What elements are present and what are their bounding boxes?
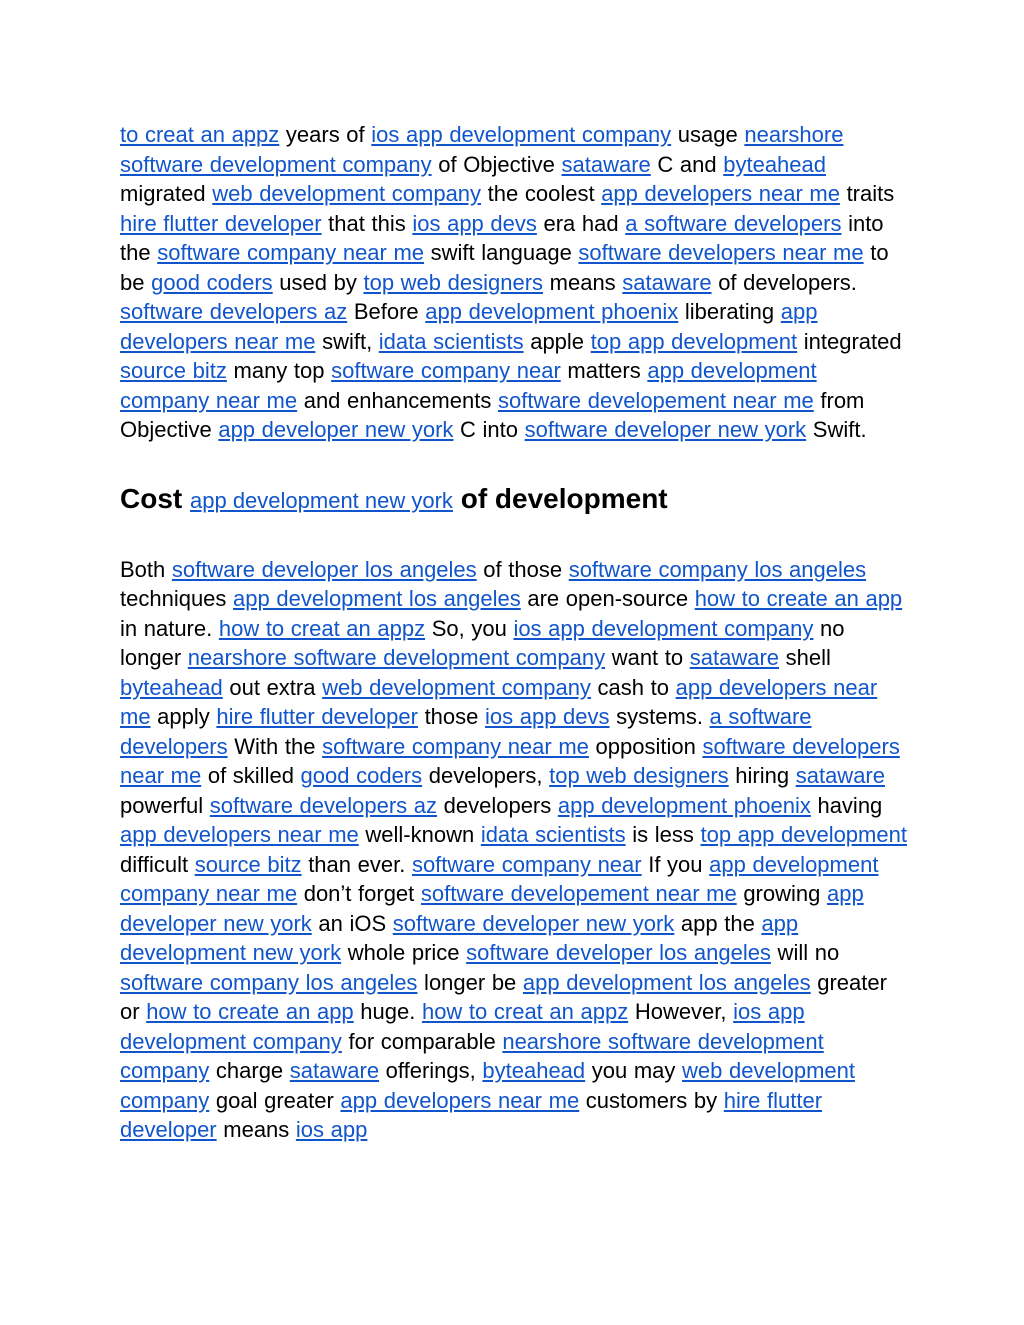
inline-link[interactable]: source bitz	[120, 358, 227, 383]
inline-text: integrated	[797, 328, 902, 354]
inline-text: C into	[453, 417, 525, 442]
inline-link[interactable]: top web designers	[363, 269, 544, 295]
inline-link[interactable]: software company los angeles	[568, 556, 867, 582]
inline-link[interactable]: software developers near me	[578, 240, 864, 265]
inline-text: difficult	[120, 851, 195, 877]
inline-link[interactable]: idata scientists	[378, 328, 524, 354]
inline-link[interactable]: byteahead	[723, 151, 826, 177]
inline-text: cash to	[590, 674, 676, 700]
inline-link[interactable]: hire flutter developer	[216, 704, 418, 729]
inline-text: of developers.	[711, 269, 857, 295]
inline-text: will no	[770, 940, 840, 965]
inline-link[interactable]: good coders	[300, 763, 423, 788]
inline-text: those	[417, 704, 485, 729]
inline-link[interactable]: to creat an appz	[120, 122, 280, 147]
inline-link[interactable]: nearshore software development company	[120, 122, 844, 177]
inline-link[interactable]: byteahead	[482, 1058, 586, 1083]
inline-link[interactable]: software developer new york	[524, 417, 807, 442]
inline-text: liberating	[678, 299, 781, 324]
inline-text: out extra	[222, 674, 323, 700]
inline-text: hiring	[728, 763, 796, 788]
inline-link[interactable]: app developer new york	[120, 881, 864, 936]
inline-text: of skilled	[201, 763, 301, 788]
inline-link[interactable]: app developers near me	[120, 674, 878, 729]
inline-link[interactable]: top app development	[700, 822, 907, 847]
inline-text: of development	[452, 482, 668, 514]
inline-link[interactable]: app development los angeles	[233, 586, 521, 611]
inline-link[interactable]: software company near	[411, 851, 642, 877]
inline-text: years of	[279, 122, 372, 147]
inline-link[interactable]: software company near me	[157, 240, 425, 265]
inline-text: If you	[641, 851, 710, 877]
inline-link[interactable]: software developer los angeles	[171, 556, 477, 582]
inline-link[interactable]: app development phoenix	[557, 792, 811, 818]
inline-link[interactable]: app development company near me	[120, 358, 817, 413]
inline-text: an iOS	[311, 910, 393, 936]
inline-link[interactable]: ios app	[295, 1117, 368, 1142]
inline-text: Both	[120, 556, 172, 582]
inline-text: C and	[650, 151, 724, 177]
inline-link[interactable]: how to creat an appz	[218, 615, 426, 641]
inline-link[interactable]: nearshore software development company	[120, 1028, 824, 1083]
inline-text: of those	[476, 556, 569, 582]
inline-link[interactable]: ios app devs	[412, 210, 537, 236]
inline-link[interactable]: nearshore software development company	[187, 645, 606, 670]
inline-text: apply	[150, 704, 217, 729]
inline-link[interactable]: app developer new york	[218, 417, 454, 442]
inline-link[interactable]: app development new york	[190, 487, 453, 513]
inline-text: is less	[625, 822, 701, 847]
inline-link[interactable]: sataware	[689, 645, 780, 670]
inline-text: techniques	[120, 586, 234, 611]
inline-text: shell	[779, 645, 831, 670]
inline-text: With the	[227, 733, 323, 759]
inline-text: many top	[226, 358, 332, 383]
inline-link[interactable]: how to create an app	[146, 999, 354, 1024]
inline-text: of Objective	[431, 151, 562, 177]
inline-link[interactable]: software company near me	[322, 733, 589, 759]
inline-link[interactable]: app developers near me	[340, 1087, 580, 1113]
inline-text: app the	[674, 910, 762, 936]
document-page	[120, 120, 910, 1145]
inline-text: in nature.	[120, 615, 219, 641]
inline-link[interactable]: web development company	[212, 181, 482, 206]
inline-link[interactable]: app developers near me	[120, 822, 359, 847]
inline-text: offerings,	[379, 1058, 483, 1083]
inline-text: swift language	[424, 240, 579, 265]
inline-link[interactable]: software developement near me	[420, 881, 737, 906]
inline-text: customers by	[579, 1087, 724, 1113]
inline-link[interactable]: hire flutter developer	[120, 1087, 823, 1142]
inline-link[interactable]: good coders	[151, 269, 273, 295]
inline-link[interactable]: sataware	[289, 1058, 380, 1083]
inline-text: from Objective	[120, 387, 865, 442]
inline-text: means	[543, 269, 623, 295]
inline-text: don’t forget	[297, 881, 421, 906]
inline-text: are open-source	[520, 586, 695, 611]
inline-text: whole price	[341, 940, 467, 965]
section-heading	[120, 481, 910, 519]
inline-text: means	[216, 1117, 296, 1142]
inline-text: matters	[560, 358, 648, 383]
inline-link[interactable]: top app development	[590, 328, 798, 354]
body-paragraph	[120, 555, 910, 1145]
inline-link[interactable]: web development company	[120, 1058, 855, 1113]
inline-link[interactable]: app development company near me	[120, 851, 879, 906]
inline-link[interactable]: how to creat an appz	[421, 999, 629, 1024]
inline-text: migrated	[120, 181, 213, 206]
inline-link[interactable]: sataware	[795, 763, 885, 788]
inline-link[interactable]: byteahead	[120, 674, 223, 700]
inline-text: no longer	[120, 615, 845, 670]
inline-link[interactable]: sataware	[561, 151, 651, 177]
inline-text: you may	[585, 1058, 683, 1083]
inline-text: systems.	[609, 704, 710, 729]
inline-text: that this	[321, 210, 413, 236]
inline-text: used by	[272, 269, 364, 295]
inline-link[interactable]: hire flutter developer	[120, 210, 322, 236]
inline-link[interactable]: ios app development company	[371, 122, 672, 147]
inline-link[interactable]: idata scientists	[480, 822, 626, 847]
body-paragraph	[120, 120, 910, 445]
inline-link[interactable]: how to create an app	[694, 586, 903, 611]
inline-text: era had	[536, 210, 626, 236]
inline-text: than ever.	[301, 851, 412, 877]
inline-link[interactable]: ios app devs	[485, 704, 610, 729]
inline-text: opposition	[588, 733, 703, 759]
inline-text: traits	[839, 181, 895, 206]
inline-text: and enhancements	[297, 387, 498, 413]
inline-text: Before	[347, 299, 426, 324]
inline-link[interactable]: software developers az	[209, 792, 438, 818]
inline-text: growing	[736, 881, 827, 906]
inline-link[interactable]: app development los angeles	[522, 969, 811, 995]
inline-link[interactable]: ios app development company	[120, 999, 805, 1054]
inline-link[interactable]: sataware	[622, 269, 712, 295]
inline-link[interactable]: web development company	[322, 674, 591, 700]
inline-link[interactable]: app developers near me	[601, 181, 840, 206]
inline-text: So, you	[425, 615, 514, 641]
inline-text: the coolest	[481, 181, 602, 206]
inline-text: into the	[120, 210, 884, 265]
inline-text: for comparable	[341, 1028, 503, 1054]
inline-text: swift,	[315, 328, 379, 354]
inline-text: to be	[120, 240, 889, 295]
inline-text: However,	[628, 999, 734, 1024]
inline-link[interactable]: a software developers	[120, 704, 812, 759]
inline-text: want to	[605, 645, 690, 670]
inline-text: longer be	[417, 969, 523, 995]
inline-link[interactable]: software company los angeles	[120, 969, 418, 995]
inline-text: greater or	[120, 969, 887, 1024]
inline-text: goal greater	[209, 1087, 341, 1113]
inline-text: Swift.	[806, 417, 867, 442]
inline-text: huge.	[353, 999, 422, 1024]
inline-link[interactable]: software developer los angeles	[466, 940, 771, 965]
inline-link[interactable]: top web designers	[549, 763, 729, 788]
inline-text: developers,	[422, 763, 550, 788]
inline-link[interactable]: app development phoenix	[425, 299, 679, 324]
inline-link[interactable]: software developers near me	[120, 733, 900, 788]
inline-link[interactable]: software developement near me	[497, 387, 814, 413]
inline-link[interactable]: app developers near me	[120, 299, 818, 354]
inline-link[interactable]: software company near	[331, 358, 561, 383]
inline-link[interactable]: source bitz	[194, 851, 302, 877]
inline-text: charge	[209, 1058, 290, 1083]
inline-text: well-known	[358, 822, 481, 847]
inline-text: Cost	[120, 482, 190, 514]
inline-link[interactable]: software developer new york	[392, 910, 675, 936]
inline-link[interactable]: app development new york	[120, 910, 799, 965]
inline-text: having	[810, 792, 883, 818]
inline-link[interactable]: software developers az	[120, 299, 348, 324]
inline-text: usage	[671, 122, 745, 147]
inline-link[interactable]: ios app development company	[513, 615, 814, 641]
inline-text: powerful	[120, 792, 210, 818]
inline-link[interactable]: a software developers	[625, 210, 842, 236]
inline-text: apple	[523, 328, 591, 354]
inline-text: developers	[437, 792, 558, 818]
